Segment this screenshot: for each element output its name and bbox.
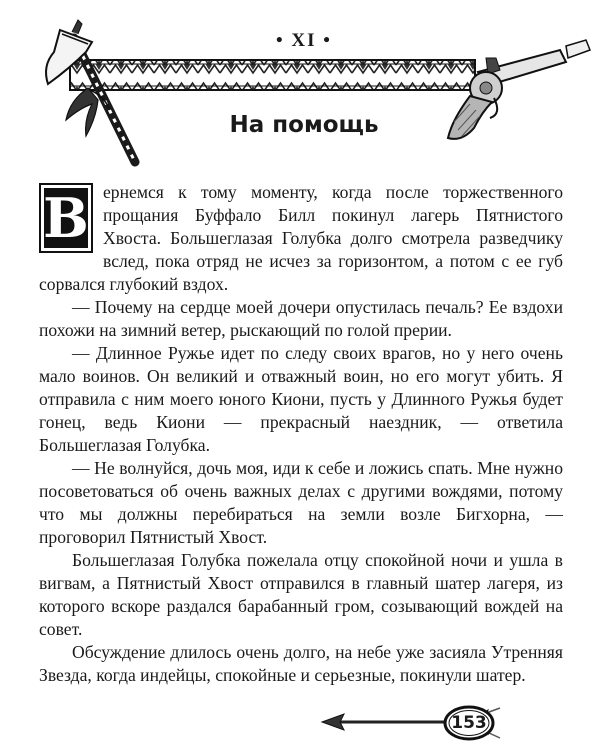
drop-cap: В <box>39 183 93 253</box>
page-number: 153 <box>451 713 487 733</box>
paragraph <box>39 181 563 296</box>
paragraph: — Длинное Ружье идет по следу своих врагов, но у него очень мало воинов. Он великий и отважный воин, но его могут убить. Я отправила с ним моего юного Киони, пусть у Длинного Ружья будет гонец, ведь Киони — прекрасный наездник, — ответила Большеглазая Голубка. <box>39 343 563 455</box>
paragraph: Большеглазая Голубка пожелала отцу спокойной ночи и ушла в вигвам, а Пятнистый Хвост отправился в главный шатер лагеря, из которого вскоре раздался барабанный гром, созывающий вождей на совет. <box>39 550 563 639</box>
paragraph: Обсуждение длилось очень долго, на небе уже засияла Утренняя Звезда, когда индейцы, спокойные и серьезные, покинули шатер. <box>39 642 563 685</box>
paragraph: — Не волнуйся, дочь моя, иди к себе и ложись спать. Мне нужно посоветоваться об очень важных делах с другими вождями, потому что мы должны перебираться на земли возле Бигхорна, — проговорил Пятнистый Хвост. <box>39 458 563 547</box>
chapter-text <box>39 181 563 687</box>
chapter-number: • XI • <box>276 30 332 51</box>
chapter-header-ornament <box>0 0 608 175</box>
chapter-title: На помощь <box>229 112 379 138</box>
paragraph-text: ернемся к тому моменту, когда после торжественного прощания Буффало Билл покинул лагерь Пятнистого Хвоста. Большеглазая Голубка долго смотрела разведчику вслед, пока отряд не исчез за горизонтом, а потом с ее губ сорвался глубокий вздох. <box>39 182 563 294</box>
footer-ornament <box>0 690 608 754</box>
paragraph: — Почему на сердце моей дочери опустилась печаль? Ее вздохи похожи на зимний ветер, рыскающий по голой прерии. <box>39 297 563 340</box>
